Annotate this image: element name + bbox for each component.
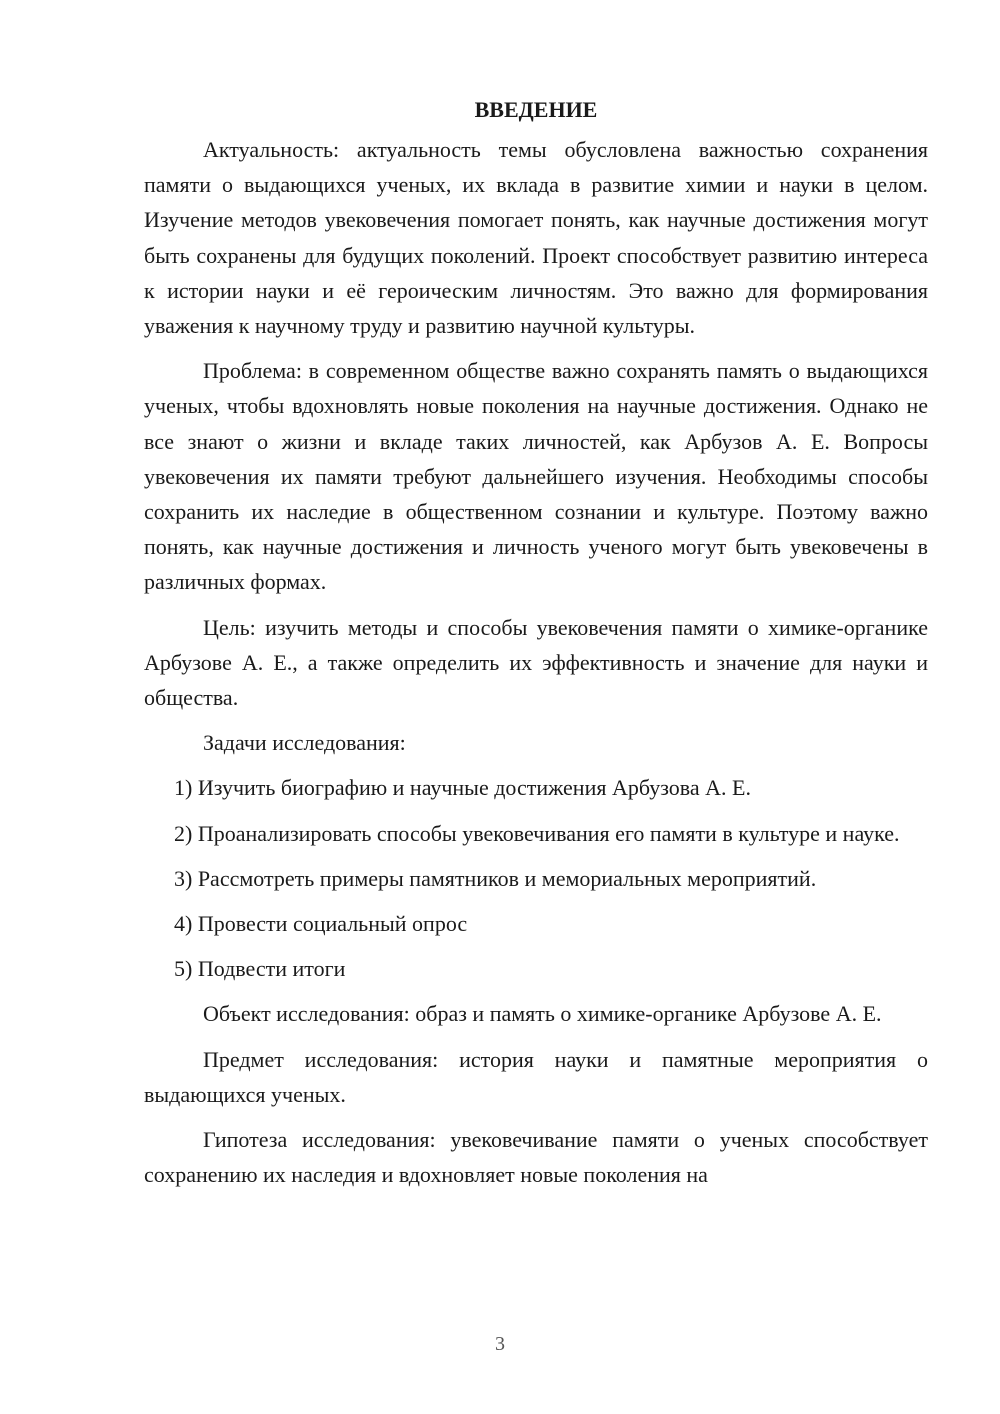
- section-heading: ВВЕДЕНИЕ: [474, 97, 598, 122]
- task-item: 5) Подвести итоги: [174, 956, 346, 982]
- tasks-heading: Задачи исследования:: [203, 730, 406, 756]
- document-page: [144, 92, 928, 1202]
- goal-paragraph: Цель: изучить методы и способы увековечения памяти о химике-органике Арбузове А. Е., а также определить их эффективность и значение для науки и общества.: [144, 614, 928, 711]
- hypothesis-paragraph: Гипотеза исследования: увековечивание памяти о ученых способствует сохранению их наследия и вдохновляет новые поколения на: [144, 1127, 928, 1188]
- task-item: 4) Провести социальный опрос: [174, 911, 468, 937]
- page-number: 3: [495, 1333, 505, 1355]
- task-item: 2) Проанализировать способы увековечивания его памяти в культуре и науке.: [174, 820, 900, 846]
- object-paragraph: Объект исследования: образ и память о химике-органике Арбузове А. Е.: [203, 1001, 882, 1027]
- problem-paragraph: Проблема: в современном обществе важно сохранять память о выдающихся ученых, чтобы вдохновлять новые поколения на научные достижения. Однако не все знают о жизни и вкладе таких личностей, как Арбузов А. Е. Вопросы увековечения их памяти требуют дальнейшего изучения. Необходимы способы сохранить их наследие в общественном сознании и культуре. Поэтому важно понять, как научные достижения и личность ученого могут быть увековечены в различных формах.: [144, 358, 928, 595]
- relevance-paragraph: Актуальность: актуальность темы обусловлена важностью сохранения памяти о выдающихся ученых, их вклада в развитие химии и науки в целом. Изучение методов увековечения помогает понять, как научные достижения могут быть сохранены для будущих поколений. Проект способствует развитию интереса к истории науки и её героическим личностям. Это важно для формирования уважения к научному труду и развитию научной культуры.: [144, 137, 928, 339]
- subject-paragraph: Предмет исследования: история науки и памятные мероприятия о выдающихся ученых.: [144, 1046, 928, 1107]
- task-item: 1) Изучить биографию и научные достижения Арбузова А. Е.: [174, 775, 751, 801]
- task-item: 3) Рассмотреть примеры памятников и мемориальных мероприятий.: [174, 865, 817, 891]
